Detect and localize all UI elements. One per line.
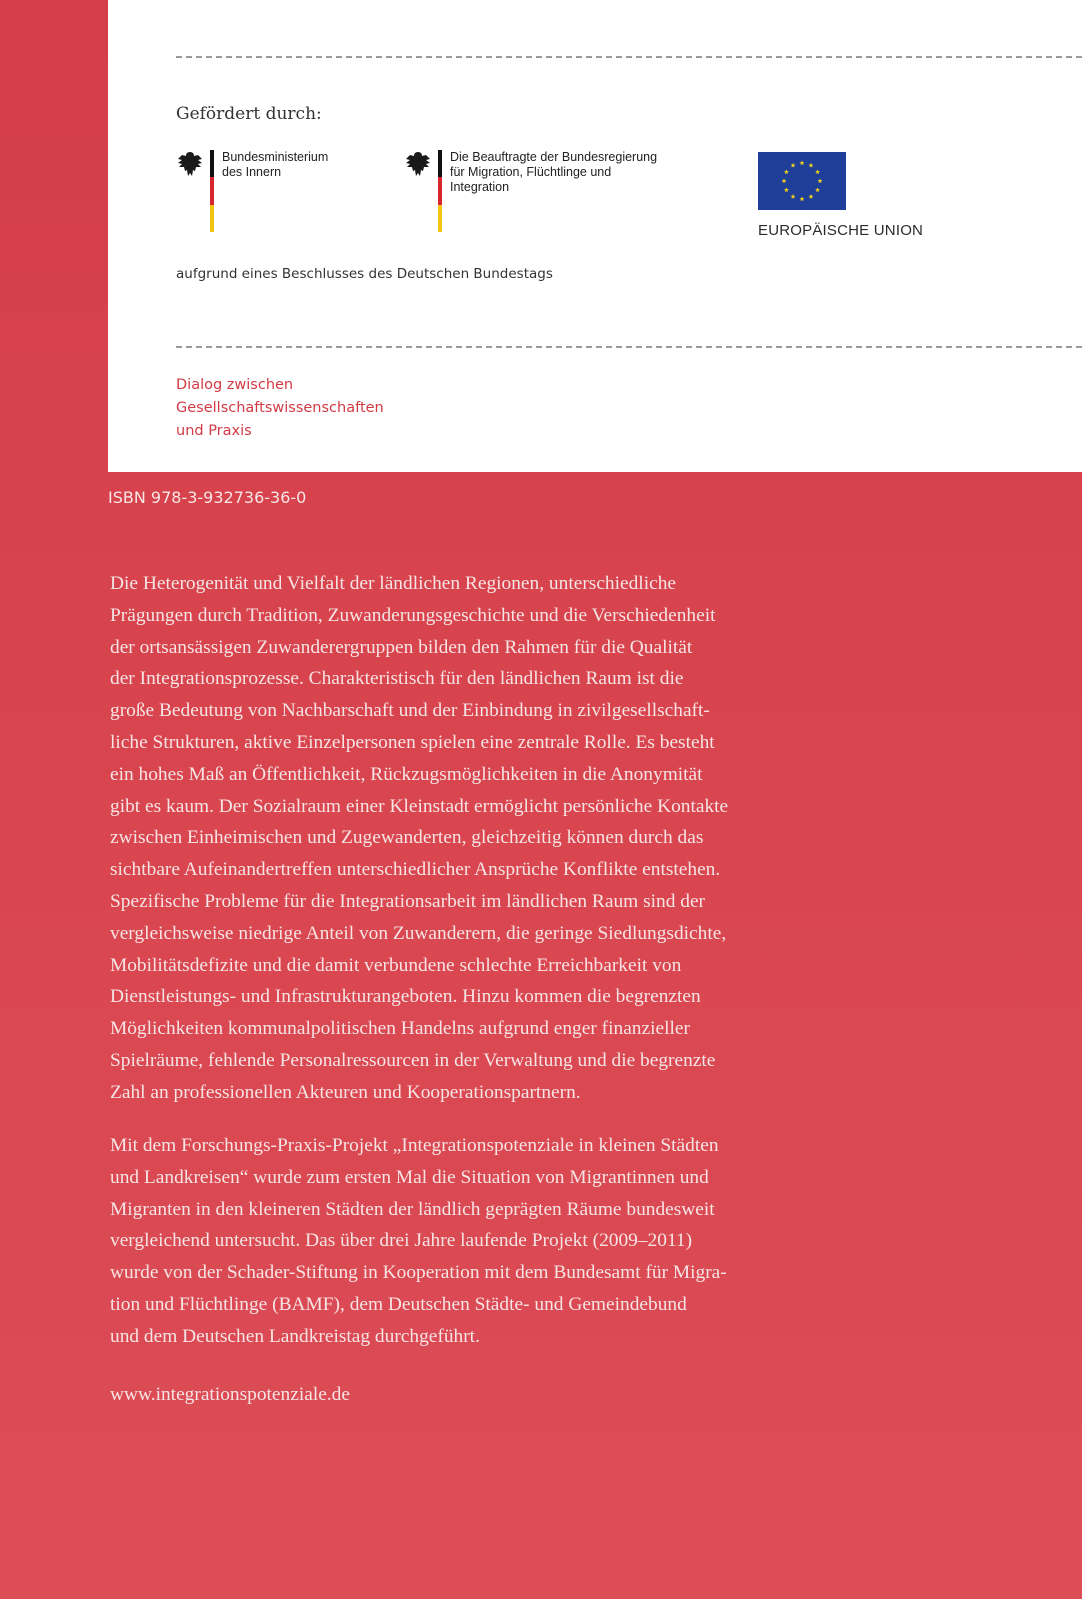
blurb-paragraph-2 <box>110 1130 910 1353</box>
blurb-line: große Bedeutung von Nachbarschaft und der Einbindung in zivilgesellschaft- <box>110 700 710 722</box>
blurb-line: tion und Flüchtlinge (BAMF), dem Deutschen Städte- und Gemeindebund <box>110 1293 687 1315</box>
federal-eagle-icon <box>176 150 204 180</box>
blurb-line: vergleichsweise niedrige Anteil von Zuwanderern, die geringe Siedlungsdichte, <box>110 922 727 944</box>
logo-text-bundesministerium: Bundesministerium des Innern <box>222 150 329 179</box>
series-line: und Praxis <box>176 423 252 439</box>
blurb-line: und dem Deutschen Landkreistag durchgeführt. <box>110 1325 480 1347</box>
blurb-line: Mit dem Forschungs-Praxis-Projekt „Integrationspotenziale in kleinen Städten <box>110 1135 719 1156</box>
blurb-line: der Integrationsprozesse. Charakteristisch für den ländlichen Raum ist die <box>110 668 684 690</box>
blurb-line: Möglichkeiten kommunalpolitischen Handelns aufgrund enger finanzieller <box>110 1018 690 1040</box>
german-flag-bar <box>438 150 442 232</box>
eu-flag-icon <box>758 152 846 210</box>
german-flag-bar <box>210 150 214 232</box>
blurb-line: wurde von der Schader-Stiftung in Kooperation mit dem Bundesamt für Migra- <box>110 1262 727 1284</box>
funding-panel <box>108 0 1082 472</box>
blurb-paragraph-1 <box>110 568 910 1109</box>
federal-eagle-icon <box>404 150 432 180</box>
series-line: Dialog zwischen <box>176 377 294 393</box>
dashed-divider-middle <box>176 346 1082 348</box>
dashed-divider-top <box>176 56 1082 58</box>
website-link[interactable]: www.integrationspotenziale.de <box>110 1384 350 1405</box>
eu-label: EUROPÄISCHE UNION <box>758 222 924 239</box>
logo-eu <box>758 152 923 239</box>
blurb-line: sichtbare Aufeinandertreffen unterschiedlicher Ansprüche Konflikte entstehen. <box>110 859 721 881</box>
series-line: Gesellschaftswissenschaften <box>176 400 384 416</box>
funded-by-label: Gefördert durch: <box>176 104 322 124</box>
blurb-line: zwischen Einheimischen und Zugewanderten, gleichzeitig können durch das <box>110 827 704 849</box>
blurb-line: Spielräume, fehlende Personalressourcen in der Verwaltung und die begrenzte <box>110 1049 716 1071</box>
blurb-line: Migranten in den kleineren Städten der ländlich geprägten Räume bundesweit <box>110 1198 715 1220</box>
blurb-line: der ortsansässigen Zuwanderergruppen bilden den Rahmen für die Qualität <box>110 636 693 658</box>
blurb-line: Dienstleistungs- und Infrastrukturangeboten. Hinzu kommen die begrenzten <box>110 986 701 1008</box>
blurb-line: Mobilitätsdefizite und die damit verbundene schlechte Erreichbarkeit von <box>110 954 682 976</box>
logo-bundesministerium <box>176 150 328 232</box>
blurb-line: Spezifische Probleme für die Integrationsarbeit im ländlichen Raum sind der <box>110 890 706 912</box>
series-title <box>176 374 384 443</box>
isbn-number: ISBN 978-3-932736-36-0 <box>108 488 307 507</box>
blurb-line: ein hohes Maß an Öffentlichkeit, Rückzugsmöglichkeiten in die Anonymität <box>110 763 703 785</box>
blurb-line: vergleichend untersucht. Das über drei Jahre laufende Projekt (2009–2011) <box>110 1230 693 1252</box>
blurb-line: Die Heterogenität und Vielfalt der ländlichen Regionen, unterschiedliche <box>110 573 676 594</box>
blurb-line: liche Strukturen, aktive Einzelpersonen spielen eine zentrale Rolle. Es besteht <box>110 731 715 753</box>
logo-text-beauftragte: Die Beauftragte der Bundesregierung für Migration, Flüchtlinge und Integration <box>450 150 658 194</box>
logo-beauftragte <box>404 150 657 232</box>
blurb-line: und Landkreisen“ wurde zum ersten Mal die Situation von Migrantinnen und <box>110 1166 709 1188</box>
blurb-line: Prägungen durch Tradition, Zuwanderungsgeschichte und die Verschiedenheit <box>110 604 716 626</box>
blurb-line: Zahl an professionellen Akteuren und Kooperationspartnern. <box>110 1081 581 1103</box>
blurb-line: gibt es kaum. Der Sozialraum einer Kleinstadt ermöglicht persönliche Kontakte <box>110 795 729 817</box>
bundestag-resolution-text: aufgrund eines Beschlusses des Deutschen Bundestags <box>176 266 553 282</box>
